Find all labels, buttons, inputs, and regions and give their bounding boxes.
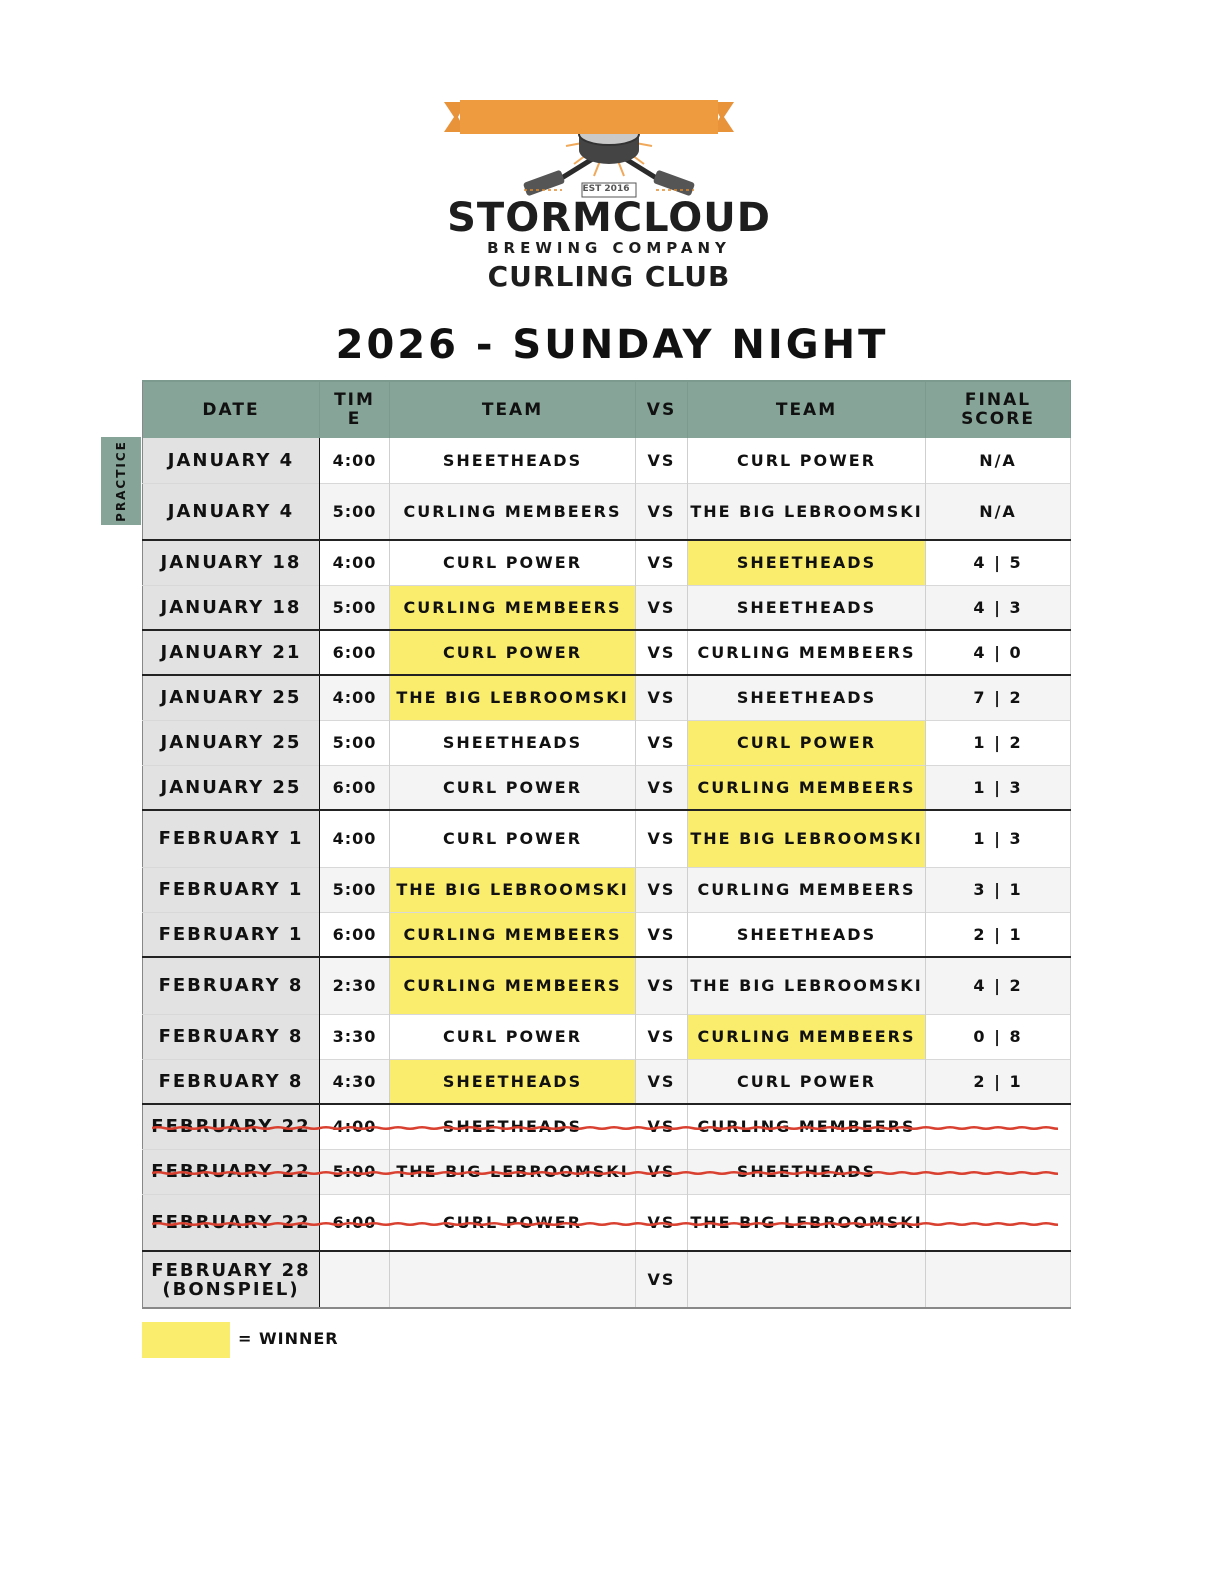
date-cell: FEBRUARY 22 xyxy=(143,1149,320,1194)
vs-cell: VS xyxy=(636,675,688,720)
date-cell: JANUARY 4 xyxy=(143,438,320,483)
date-cell: JANUARY 21 xyxy=(143,630,320,675)
cancelled-strike-line xyxy=(152,1125,1058,1131)
header-date: DATE xyxy=(143,381,320,438)
logo-brand-text: STORMCLOUD xyxy=(447,195,771,241)
date-cell: JANUARY 18 xyxy=(143,540,320,585)
score-cell: 3 | 1 xyxy=(926,867,1071,912)
time-cell: 6:00 xyxy=(320,1194,390,1251)
score-cell: N/A xyxy=(926,483,1071,540)
practice-label: PRACTICE xyxy=(114,440,128,522)
score-cell: N/A xyxy=(926,438,1071,483)
header-team-2: TEAM xyxy=(688,381,926,438)
practice-tab xyxy=(101,437,141,525)
vs-cell: VS xyxy=(636,1014,688,1059)
score-cell: 1 | 2 xyxy=(926,720,1071,765)
score-cell: 7 | 2 xyxy=(926,675,1071,720)
date-cell: JANUARY 4 xyxy=(143,483,320,540)
team-1-cell: SHEETHEADS xyxy=(390,1104,636,1149)
time-cell: 3:30 xyxy=(320,1014,390,1059)
time-cell: 4:00 xyxy=(320,810,390,867)
schedule-row xyxy=(143,585,1071,630)
team-1-cell: SHEETHEADS xyxy=(390,720,636,765)
logo-est-text: EST 2016 xyxy=(582,184,630,194)
team-1-cell: THE BIG LEBROOMSKI xyxy=(390,1149,636,1194)
schedule-row xyxy=(143,810,1071,867)
time-cell: 4:00 xyxy=(320,675,390,720)
time-cell: 6:00 xyxy=(320,912,390,957)
score-cell: 4 | 3 xyxy=(926,585,1071,630)
team-1-cell: CURLING MEMBEERS xyxy=(390,585,636,630)
time-cell: 4:00 xyxy=(320,1104,390,1149)
team-2-cell: THE BIG LEBROOMSKI xyxy=(688,810,926,867)
time-cell: 6:00 xyxy=(320,765,390,810)
schedule-row xyxy=(143,483,1071,540)
team-1-cell: CURL POWER xyxy=(390,1014,636,1059)
date-cell: JANUARY 25 xyxy=(143,720,320,765)
schedule-row xyxy=(143,675,1071,720)
schedule-row xyxy=(143,1014,1071,1059)
vs-cell: VS xyxy=(636,630,688,675)
logo-ribbon-text: CURLING CLUB xyxy=(487,260,731,293)
header-row xyxy=(143,381,1071,438)
score-cell: 1 | 3 xyxy=(926,810,1071,867)
score-cell xyxy=(926,1251,1071,1308)
team-1-cell: CURLING MEMBEERS xyxy=(390,483,636,540)
score-cell: 1 | 3 xyxy=(926,765,1071,810)
date-cell: JANUARY 18 xyxy=(143,585,320,630)
score-cell: 0 | 8 xyxy=(926,1014,1071,1059)
club-logo xyxy=(444,98,774,304)
team-1-cell: CURL POWER xyxy=(390,630,636,675)
cancelled-strike-line xyxy=(152,1221,1058,1227)
time-cell: 4:00 xyxy=(320,540,390,585)
team-1-cell: SHEETHEADS xyxy=(390,1059,636,1104)
date-cell: FEBRUARY 1 xyxy=(143,912,320,957)
vs-cell: VS xyxy=(636,1194,688,1251)
team-2-cell: CURL POWER xyxy=(688,438,926,483)
date-cell: FEBRUARY 1 xyxy=(143,867,320,912)
time-cell: 2:30 xyxy=(320,957,390,1014)
vs-cell: VS xyxy=(636,957,688,1014)
team-1-cell: SHEETHEADS xyxy=(390,438,636,483)
vs-cell: VS xyxy=(636,867,688,912)
schedule-row xyxy=(143,1251,1071,1308)
vs-cell: VS xyxy=(636,720,688,765)
date-cell: JANUARY 25 xyxy=(143,765,320,810)
team-2-cell: SHEETHEADS xyxy=(688,1149,926,1194)
page-title: 2026 - SUNDAY NIGHT xyxy=(335,322,889,368)
date-cell: FEBRUARY 8 xyxy=(143,957,320,1014)
logo-sub-text: BREWING COMPANY xyxy=(487,239,731,257)
team-2-cell: SHEETHEADS xyxy=(688,675,926,720)
schedule-row xyxy=(143,720,1071,765)
date-cell: FEBRUARY 8 xyxy=(143,1014,320,1059)
team-2-cell: SHEETHEADS xyxy=(688,912,926,957)
time-cell: 6:00 xyxy=(320,630,390,675)
vs-cell: VS xyxy=(636,585,688,630)
score-cell: 4 | 2 xyxy=(926,957,1071,1014)
date-cell: FEBRUARY 8 xyxy=(143,1059,320,1104)
team-2-cell: CURL POWER xyxy=(688,720,926,765)
vs-cell: VS xyxy=(636,1149,688,1194)
schedule-row xyxy=(143,540,1071,585)
schedule-row xyxy=(143,867,1071,912)
team-2-cell xyxy=(688,1251,926,1308)
schedule-row xyxy=(143,765,1071,810)
team-1-cell: CURL POWER xyxy=(390,540,636,585)
team-2-cell: THE BIG LEBROOMSKI xyxy=(688,483,926,540)
vs-cell: VS xyxy=(636,483,688,540)
team-2-cell: CURL POWER xyxy=(688,1059,926,1104)
legend-winner-label: = WINNER xyxy=(238,1329,339,1348)
team-2-cell: CURLING MEMBEERS xyxy=(688,630,926,675)
header-vs: VS xyxy=(636,381,688,438)
header-time: TIM E xyxy=(320,381,390,438)
time-cell: 5:00 xyxy=(320,483,390,540)
team-2-cell: CURLING MEMBEERS xyxy=(688,1014,926,1059)
team-1-cell: CURL POWER xyxy=(390,810,636,867)
team-2-cell: THE BIG LEBROOMSKI xyxy=(688,1194,926,1251)
schedule-row xyxy=(143,1059,1071,1104)
header-final-score: FINAL SCORE xyxy=(926,381,1071,438)
time-cell: 4:30 xyxy=(320,1059,390,1104)
time-cell: 4:00 xyxy=(320,438,390,483)
team-2-cell: CURLING MEMBEERS xyxy=(688,765,926,810)
vs-cell: VS xyxy=(636,912,688,957)
date-cell: FEBRUARY 28 (BONSPIEL) xyxy=(143,1251,320,1308)
time-cell: 5:00 xyxy=(320,867,390,912)
date-cell: FEBRUARY 22 xyxy=(143,1104,320,1149)
vs-cell: VS xyxy=(636,438,688,483)
vs-cell: VS xyxy=(636,540,688,585)
score-cell: 2 | 1 xyxy=(926,1059,1071,1104)
vs-cell: VS xyxy=(636,1059,688,1104)
team-1-cell xyxy=(390,1251,636,1308)
vs-cell: VS xyxy=(636,765,688,810)
schedule-row xyxy=(143,438,1071,483)
vs-cell: VS xyxy=(636,1104,688,1149)
date-cell: FEBRUARY 1 xyxy=(143,810,320,867)
team-2-cell: SHEETHEADS xyxy=(688,585,926,630)
time-cell xyxy=(320,1251,390,1308)
date-cell: FEBRUARY 22 xyxy=(143,1194,320,1251)
team-1-cell: CURL POWER xyxy=(390,1194,636,1251)
schedule-row xyxy=(143,957,1071,1014)
legend-winner-swatch xyxy=(142,1322,230,1358)
schedule-row xyxy=(143,630,1071,675)
header-team-1: TEAM xyxy=(390,381,636,438)
date-cell: JANUARY 25 xyxy=(143,675,320,720)
cancelled-strike-line xyxy=(152,1170,1058,1176)
team-1-cell: THE BIG LEBROOMSKI xyxy=(390,675,636,720)
time-cell: 5:00 xyxy=(320,720,390,765)
logo-ribbon-shape xyxy=(444,98,734,136)
team-2-cell: THE BIG LEBROOMSKI xyxy=(688,957,926,1014)
time-cell: 5:00 xyxy=(320,1149,390,1194)
vs-cell: VS xyxy=(636,810,688,867)
score-cell: 4 | 0 xyxy=(926,630,1071,675)
score-cell: 2 | 1 xyxy=(926,912,1071,957)
schedule-row xyxy=(143,912,1071,957)
team-1-cell: CURLING MEMBEERS xyxy=(390,912,636,957)
team-1-cell: THE BIG LEBROOMSKI xyxy=(390,867,636,912)
time-cell: 5:00 xyxy=(320,585,390,630)
team-2-cell: CURLING MEMBEERS xyxy=(688,867,926,912)
team-2-cell: CURLING MEMBEERS xyxy=(688,1104,926,1149)
vs-cell: VS xyxy=(636,1251,688,1308)
team-1-cell: CURLING MEMBEERS xyxy=(390,957,636,1014)
team-1-cell: CURL POWER xyxy=(390,765,636,810)
score-cell: 4 | 5 xyxy=(926,540,1071,585)
team-2-cell: SHEETHEADS xyxy=(688,540,926,585)
